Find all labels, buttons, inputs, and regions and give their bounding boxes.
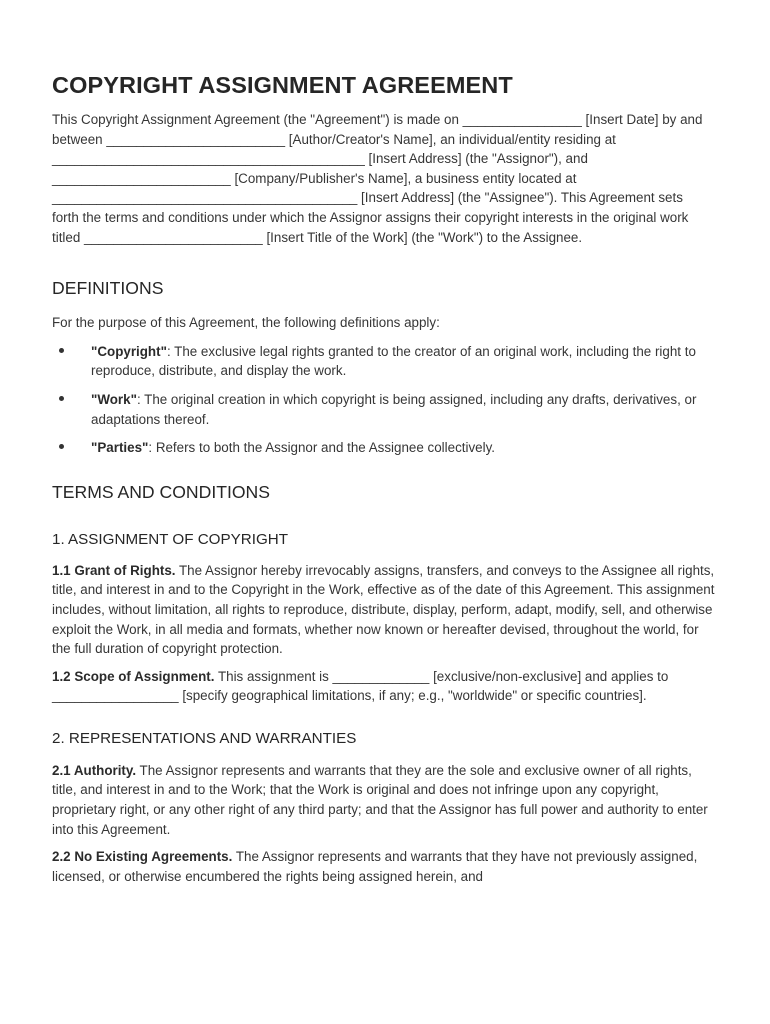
definition-term: "Work" (91, 391, 137, 407)
definition-description: : Refers to both the Assignor and the Assignee collectively. (148, 440, 495, 456)
clause-1-2 (52, 667, 717, 706)
definition-item-copyright (52, 342, 721, 381)
bullet-icon (59, 348, 64, 353)
intro-paragraph: This Copyright Assignment Agreement (the "Agreement") is made on ________________ [Insert Date] by and between ________________________ [Author/Creator's Name], an individual/entity residing at __________________________________________ [Insert Address] (the "Assignor"), and ________________________ [Company/Publisher's Name], a business entity located at _________________________________________ [Insert Address] (the "Assignee"). This Agreement sets forth the terms and conditions under which the Assignor assigns their copyright interests in the original work titled ________________________ [Insert Title of the Work] (the "Work") to the Assignee. (52, 112, 703, 245)
clause-text: The Assignor hereby irrevocably assigns, transfers, and conveys to the Assignee all rights, title, and interest in and to the Copyright in the Work, effective as of the date of this Agreement. This assignment includes, without limitation, all rights to reproduce, distribute, display, perform, adapt, modify, sell, and otherwise exploit the Work, in all media and formats, whether now known or hereafter devised, throughout the world, for the full duration of copyright protection. (52, 562, 715, 657)
clause-2-2 (52, 847, 717, 886)
definition-term: "Copyright" (91, 343, 167, 359)
clause-label: 1.1 Grant of Rights. (52, 562, 176, 578)
clause-label: 2.2 No Existing Agreements. (52, 849, 233, 865)
definitions-heading: DEFINITIONS (52, 278, 164, 299)
bullet-icon (59, 396, 64, 401)
definition-item-parties (52, 438, 721, 458)
definition-item-work (52, 390, 721, 429)
definitions-list (52, 342, 718, 458)
definition-text (91, 342, 721, 381)
definition-description: : The exclusive legal rights granted to the creator of an original work, including the right to reproduce, distribute, and display the work. (91, 343, 696, 379)
definition-description: : The original creation in which copyright is being assigned, including any drafts, derivatives, or adaptations thereof. (91, 391, 697, 427)
clause-label: 2.1 Authority. (52, 762, 137, 778)
clause-text: This assignment is _____________ [exclusive/non-exclusive] and applies to _________________ [specify geographical limitations, if any; e.g., "worldwide" or specific countries]. (52, 668, 669, 704)
definition-text (91, 438, 721, 458)
terms-heading: TERMS AND CONDITIONS (52, 481, 270, 502)
clause-1-1 (52, 561, 717, 659)
definition-term: "Parties" (91, 440, 149, 456)
definitions-lead: For the purpose of this Agreement, the following definitions apply: (52, 315, 440, 331)
definition-text (91, 390, 721, 429)
clause-2-1 (52, 761, 717, 839)
clause-text: The Assignor represents and warrants that they are the sole and exclusive owner of all rights, title, and interest in and to the Work; that the Work is original and does not infringe upon any copyright, proprietary right, or any other right of any third party; and that the Assignor has full power and authority to enter into this Agreement. (52, 762, 708, 837)
section-2-heading: 2. REPRESENTATIONS AND WARRANTIES (52, 729, 357, 747)
clause-label: 1.2 Scope of Assignment. (52, 668, 215, 684)
clause-text: The Assignor represents and warrants that they have not previously assigned, licensed, or otherwise encumbered the rights being assigned herein, and (52, 849, 698, 884)
section-1-heading: 1. ASSIGNMENT OF COPYRIGHT (52, 530, 289, 548)
document-title: COPYRIGHT ASSIGNMENT AGREEMENT (52, 72, 513, 98)
bullet-icon (59, 444, 64, 449)
